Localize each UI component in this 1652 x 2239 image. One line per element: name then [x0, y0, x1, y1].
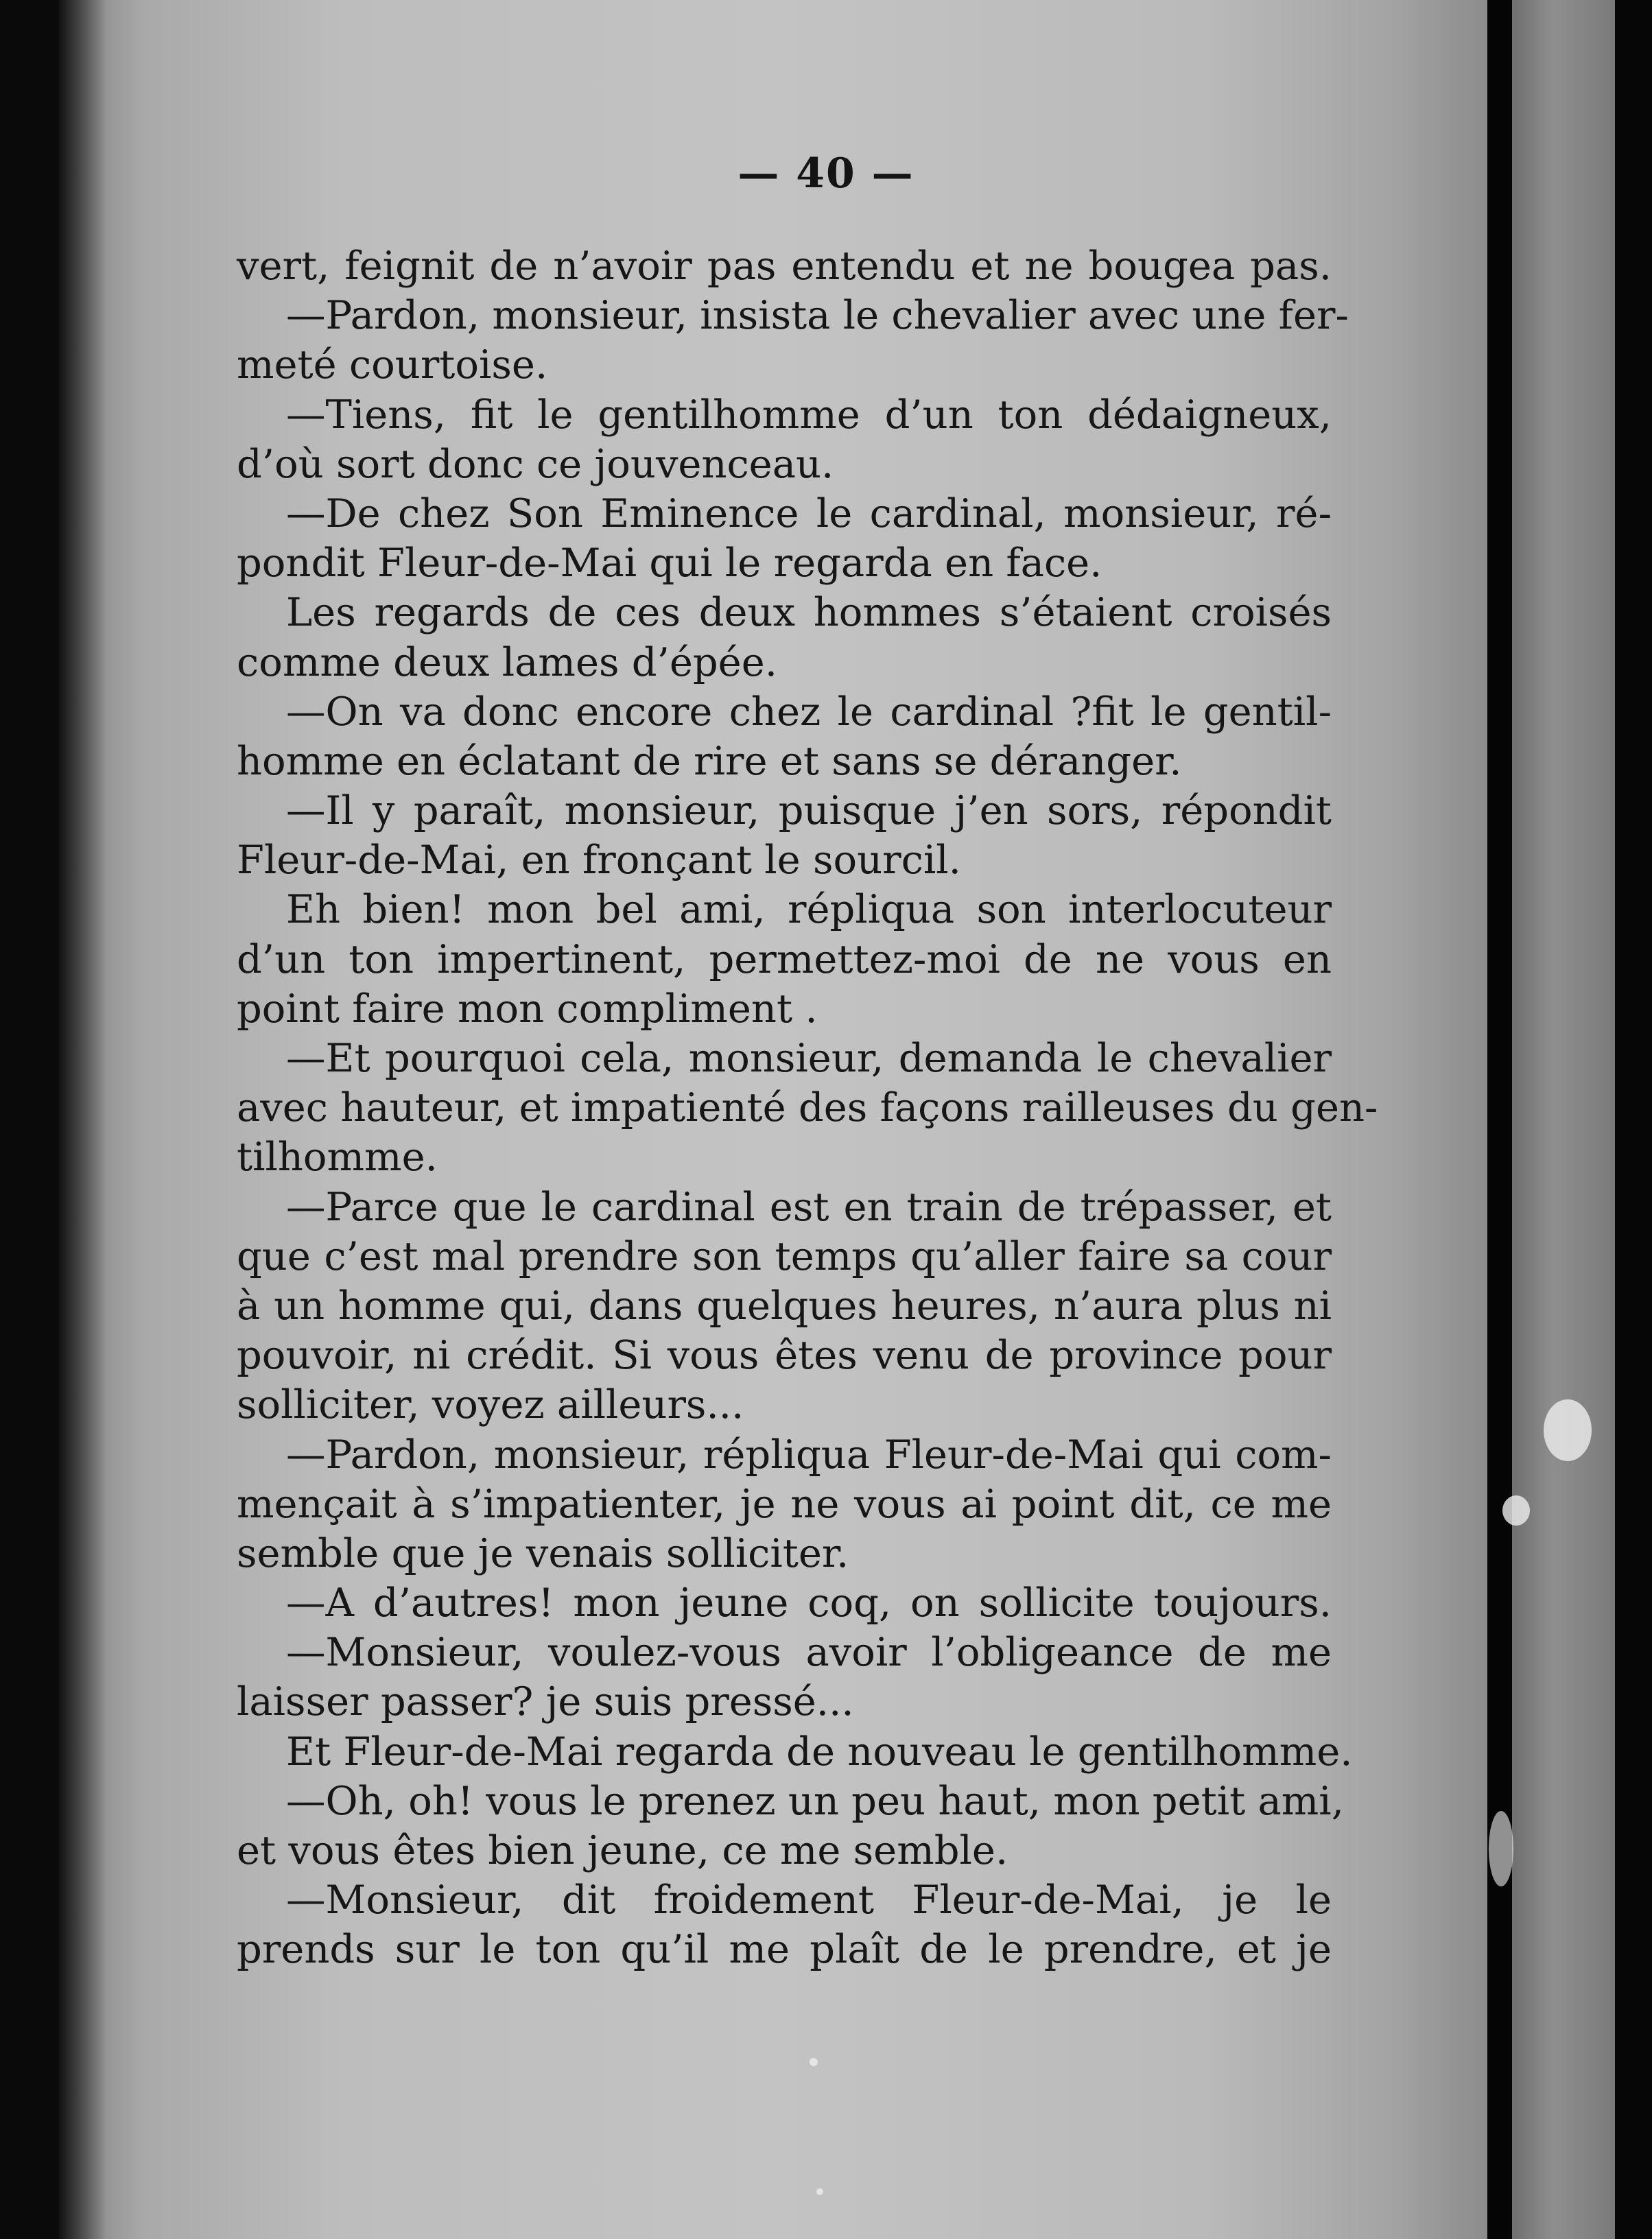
- text-line: prends sur le ton qu’il me plaît de le prendre, et je: [237, 1926, 1332, 1973]
- text-line: solliciter, voyez ailleurs...: [237, 1382, 744, 1428]
- text-line: —Monsieur, voulez-vous avoir l’obligeance de me: [286, 1629, 1332, 1676]
- text-line: —On va donc encore chez le cardinal ?fit le gentil-: [286, 688, 1332, 735]
- adjacent-page-edge: [1512, 0, 1615, 2239]
- text-line: —Pardon, monsieur, répliqua Fleur-de-Mai qui com-: [286, 1431, 1332, 1478]
- text-line: Les regards de ces deux hommes s’étaient croisés: [286, 589, 1332, 636]
- text-line: Eh bien! mon bel ami, répliqua son interlocuteur: [286, 886, 1332, 933]
- text-line: —De chez Son Eminence le cardinal, monsieur, ré-: [286, 490, 1332, 536]
- dust-speck: [1544, 1399, 1592, 1461]
- text-line: mençait à s’impatienter, je ne vous ai point dit, ce me: [237, 1480, 1332, 1527]
- body-text: [237, 241, 1378, 1975]
- text-line: Et Fleur-de-Mai regarda de nouveau le gentilhomme.: [286, 1728, 1353, 1775]
- text-line: —Tiens, fit le gentilhomme d’un ton dédaigneux,: [286, 391, 1332, 438]
- dust-speck: [1502, 1495, 1530, 1526]
- text-line: semble que je venais solliciter.: [237, 1530, 849, 1576]
- text-line: laisser passer? je suis pressé...: [237, 1679, 854, 1725]
- text-line: à un homme qui, dans quelques heures, n’aura plus ni: [237, 1282, 1332, 1329]
- text-line: —Et pourquoi cela, monsieur, demanda le chevalier: [286, 1035, 1332, 1081]
- text-line: pondit Fleur-de-Mai qui le regarda en face.: [237, 540, 1102, 587]
- text-line: d’où sort donc ce jouvenceau.: [237, 440, 834, 487]
- text-line: et vous êtes bien jeune, ce me semble.: [237, 1827, 1008, 1873]
- text-line: point faire mon compliment .: [237, 985, 818, 1032]
- text-line: Fleur-de-Mai, en fronçant le sourcil.: [237, 837, 961, 884]
- text-line: —A d’autres! mon jeune coq, on sollicite toujours.: [286, 1580, 1332, 1626]
- text-line: —Il y paraît, monsieur, puisque j’en sors, répondit: [286, 787, 1332, 834]
- page-left-shadow: [59, 0, 107, 2239]
- text-line: meté courtoise.: [237, 342, 548, 388]
- text-line: avec hauteur, et impatienté des façons railleuses du gen-: [237, 1085, 1378, 1131]
- text-line: d’un ton impertinent, permettez-moi de ne vous en: [237, 936, 1332, 982]
- dust-speck: [816, 2188, 823, 2195]
- text-line: tilhomme.: [237, 1134, 438, 1181]
- text-line: pouvoir, ni crédit. Si vous êtes venu de province pour: [237, 1332, 1332, 1379]
- text-line: —Parce que le cardinal est en train de trépasser, et: [286, 1183, 1332, 1230]
- text-line: vert, feignit de n’avoir pas entendu et ne bougea pas.: [237, 243, 1332, 289]
- dust-speck: [1489, 1811, 1513, 1886]
- text-line: que c’est mal prendre son temps qu’aller faire sa cour: [237, 1233, 1332, 1279]
- text-line: —Monsieur, dit froidement Fleur-de-Mai, je le: [286, 1877, 1332, 1923]
- text-line: —Pardon, monsieur, insista le chevalier avec une fer-: [286, 292, 1349, 339]
- dust-speck: [810, 2058, 818, 2066]
- page-number: — 40 —: [738, 150, 914, 198]
- text-line: homme en éclatant de rire et sans se déranger.: [237, 737, 1182, 784]
- book-gutter: [1487, 0, 1512, 2239]
- text-line: comme deux lames d’épée.: [237, 639, 778, 685]
- text-line: —Oh, oh! vous le prenez un peu haut, mon petit ami,: [286, 1777, 1344, 1824]
- scan-border-right: [1615, 0, 1652, 2239]
